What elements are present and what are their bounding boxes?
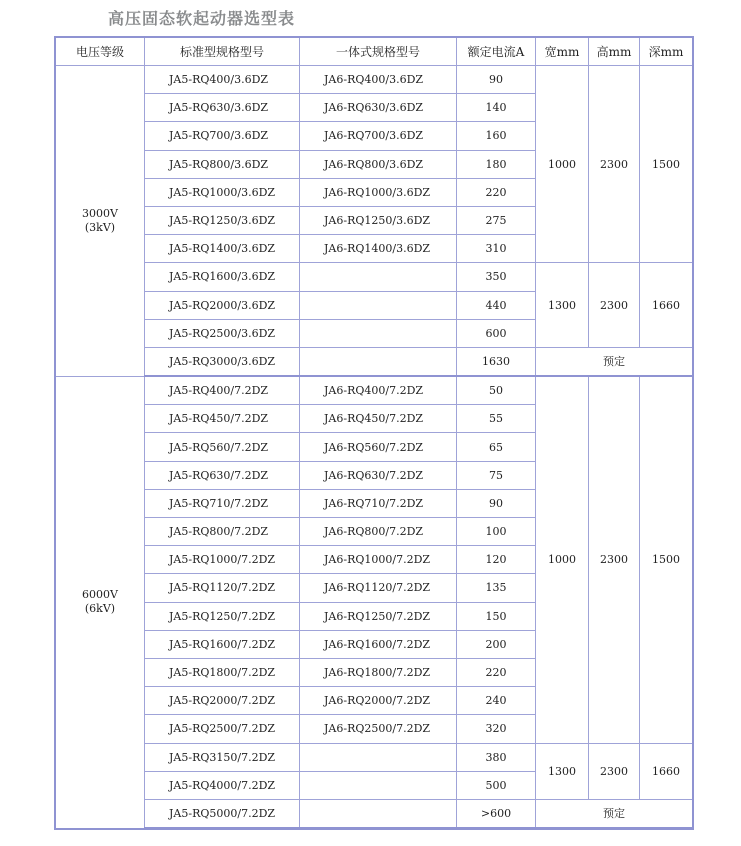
integrated-model-cell: JA6-RQ1250/7.2DZ	[300, 602, 457, 630]
rated-current-cell: 380	[457, 743, 536, 771]
table-row	[56, 799, 693, 828]
width-cell: 1000	[536, 66, 589, 263]
rated-current-cell: 220	[457, 178, 536, 206]
rated-current-cell: 75	[457, 461, 536, 489]
standard-model-cell: JA5-RQ400/3.6DZ	[145, 66, 300, 94]
integrated-model-cell: JA6-RQ400/3.6DZ	[300, 66, 457, 94]
tbd-cell: 预定	[536, 347, 693, 376]
rated-current-cell: 310	[457, 235, 536, 263]
integrated-model-cell	[300, 319, 457, 347]
integrated-model-cell: JA6-RQ1400/3.6DZ	[300, 235, 457, 263]
header-integrated-model: 一体式规格型号	[300, 38, 457, 66]
integrated-model-cell: JA6-RQ1000/3.6DZ	[300, 178, 457, 206]
voltage-cell	[56, 66, 145, 377]
rated-current-cell: 350	[457, 263, 536, 291]
rated-current-cell: 600	[457, 319, 536, 347]
rated-current-cell: 135	[457, 574, 536, 602]
depth-cell: 1660	[640, 263, 693, 348]
integrated-model-cell: JA6-RQ710/7.2DZ	[300, 489, 457, 517]
integrated-model-cell: JA6-RQ800/7.2DZ	[300, 518, 457, 546]
integrated-model-cell: JA6-RQ1800/7.2DZ	[300, 658, 457, 686]
rated-current-cell: 140	[457, 94, 536, 122]
selection-table	[55, 37, 693, 829]
integrated-model-cell	[300, 799, 457, 828]
height-cell: 2300	[589, 66, 640, 263]
voltage-kv-label: (6kV)	[84, 602, 116, 616]
rated-current-cell: 220	[457, 658, 536, 686]
rated-current-cell: 150	[457, 602, 536, 630]
table-row	[56, 66, 693, 94]
table-row	[56, 263, 693, 291]
table-row	[56, 347, 693, 376]
rated-current-cell: 100	[457, 518, 536, 546]
width-cell: 1300	[536, 263, 589, 348]
header-standard-model: 标准型规格型号	[145, 38, 300, 66]
standard-model-cell: JA5-RQ700/3.6DZ	[145, 122, 300, 150]
page-title: 高压固态软起动器选型表	[108, 9, 296, 28]
integrated-model-cell: JA6-RQ630/7.2DZ	[300, 461, 457, 489]
header-depth: 深mm	[640, 38, 693, 66]
header-row	[56, 38, 693, 66]
standard-model-cell: JA5-RQ630/3.6DZ	[145, 94, 300, 122]
rated-current-cell: 55	[457, 405, 536, 433]
integrated-model-cell	[300, 347, 457, 376]
integrated-model-cell	[300, 771, 457, 799]
integrated-model-cell: JA6-RQ1000/7.2DZ	[300, 546, 457, 574]
standard-model-cell: JA5-RQ400/7.2DZ	[145, 376, 300, 405]
header-voltage: 电压等级	[56, 38, 145, 66]
voltage-label: 6000V	[82, 588, 118, 602]
rated-current-cell: 65	[457, 433, 536, 461]
standard-model-cell: JA5-RQ2000/3.6DZ	[145, 291, 300, 319]
width-cell: 1000	[536, 376, 589, 743]
standard-model-cell: JA5-RQ1400/3.6DZ	[145, 235, 300, 263]
rated-current-cell: 200	[457, 630, 536, 658]
standard-model-cell: JA5-RQ1000/7.2DZ	[145, 546, 300, 574]
integrated-model-cell	[300, 743, 457, 771]
integrated-model-cell: JA6-RQ1250/3.6DZ	[300, 206, 457, 234]
integrated-model-cell: JA6-RQ2500/7.2DZ	[300, 715, 457, 743]
rated-current-cell: 50	[457, 376, 536, 405]
rated-current-cell: 320	[457, 715, 536, 743]
depth-cell: 1500	[640, 66, 693, 263]
rated-current-cell: 160	[457, 122, 536, 150]
integrated-model-cell: JA6-RQ800/3.6DZ	[300, 150, 457, 178]
rated-current-cell: 275	[457, 206, 536, 234]
rated-current-cell: 180	[457, 150, 536, 178]
rated-current-cell: 500	[457, 771, 536, 799]
integrated-model-cell: JA6-RQ560/7.2DZ	[300, 433, 457, 461]
standard-model-cell: JA5-RQ3150/7.2DZ	[145, 743, 300, 771]
integrated-model-cell: JA6-RQ1120/7.2DZ	[300, 574, 457, 602]
integrated-model-cell: JA6-RQ630/3.6DZ	[300, 94, 457, 122]
integrated-model-cell	[300, 291, 457, 319]
height-cell: 2300	[589, 263, 640, 348]
table-row	[56, 376, 693, 405]
rated-current-cell: 240	[457, 687, 536, 715]
header-width: 宽mm	[536, 38, 589, 66]
height-cell: 2300	[589, 743, 640, 799]
standard-model-cell: JA5-RQ450/7.2DZ	[145, 405, 300, 433]
rated-current-cell: 1630	[457, 347, 536, 376]
voltage-cell	[56, 376, 145, 828]
table-row	[56, 743, 693, 771]
standard-model-cell: JA5-RQ710/7.2DZ	[145, 489, 300, 517]
standard-model-cell: JA5-RQ2000/7.2DZ	[145, 687, 300, 715]
depth-cell: 1500	[640, 376, 693, 743]
standard-model-cell: JA5-RQ4000/7.2DZ	[145, 771, 300, 799]
rated-current-cell: 440	[457, 291, 536, 319]
width-cell: 1300	[536, 743, 589, 799]
standard-model-cell: JA5-RQ560/7.2DZ	[145, 433, 300, 461]
depth-cell: 1660	[640, 743, 693, 799]
standard-model-cell: JA5-RQ5000/7.2DZ	[145, 799, 300, 828]
integrated-model-cell: JA6-RQ700/3.6DZ	[300, 122, 457, 150]
standard-model-cell: JA5-RQ1120/7.2DZ	[145, 574, 300, 602]
standard-model-cell: JA5-RQ1600/7.2DZ	[145, 630, 300, 658]
standard-model-cell: JA5-RQ1250/7.2DZ	[145, 602, 300, 630]
standard-model-cell: JA5-RQ800/7.2DZ	[145, 518, 300, 546]
rated-current-cell: >600	[457, 799, 536, 828]
voltage-kv-label: (3kV)	[84, 220, 116, 234]
rated-current-cell: 90	[457, 489, 536, 517]
header-height: 高mm	[589, 38, 640, 66]
integrated-model-cell: JA6-RQ400/7.2DZ	[300, 376, 457, 405]
rated-current-cell: 90	[457, 66, 536, 94]
voltage-label: 3000V	[82, 206, 118, 220]
standard-model-cell: JA5-RQ2500/7.2DZ	[145, 715, 300, 743]
height-cell: 2300	[589, 376, 640, 743]
standard-model-cell: JA5-RQ1600/3.6DZ	[145, 263, 300, 291]
standard-model-cell: JA5-RQ1000/3.6DZ	[145, 178, 300, 206]
integrated-model-cell: JA6-RQ450/7.2DZ	[300, 405, 457, 433]
standard-model-cell: JA5-RQ800/3.6DZ	[145, 150, 300, 178]
header-rated-current: 额定电流A	[457, 38, 536, 66]
tbd-cell: 预定	[536, 799, 693, 828]
integrated-model-cell: JA6-RQ2000/7.2DZ	[300, 687, 457, 715]
integrated-model-cell	[300, 263, 457, 291]
standard-model-cell: JA5-RQ630/7.2DZ	[145, 461, 300, 489]
standard-model-cell: JA5-RQ1250/3.6DZ	[145, 206, 300, 234]
standard-model-cell: JA5-RQ3000/3.6DZ	[145, 347, 300, 376]
integrated-model-cell: JA6-RQ1600/7.2DZ	[300, 630, 457, 658]
standard-model-cell: JA5-RQ1800/7.2DZ	[145, 658, 300, 686]
rated-current-cell: 120	[457, 546, 536, 574]
standard-model-cell: JA5-RQ2500/3.6DZ	[145, 319, 300, 347]
